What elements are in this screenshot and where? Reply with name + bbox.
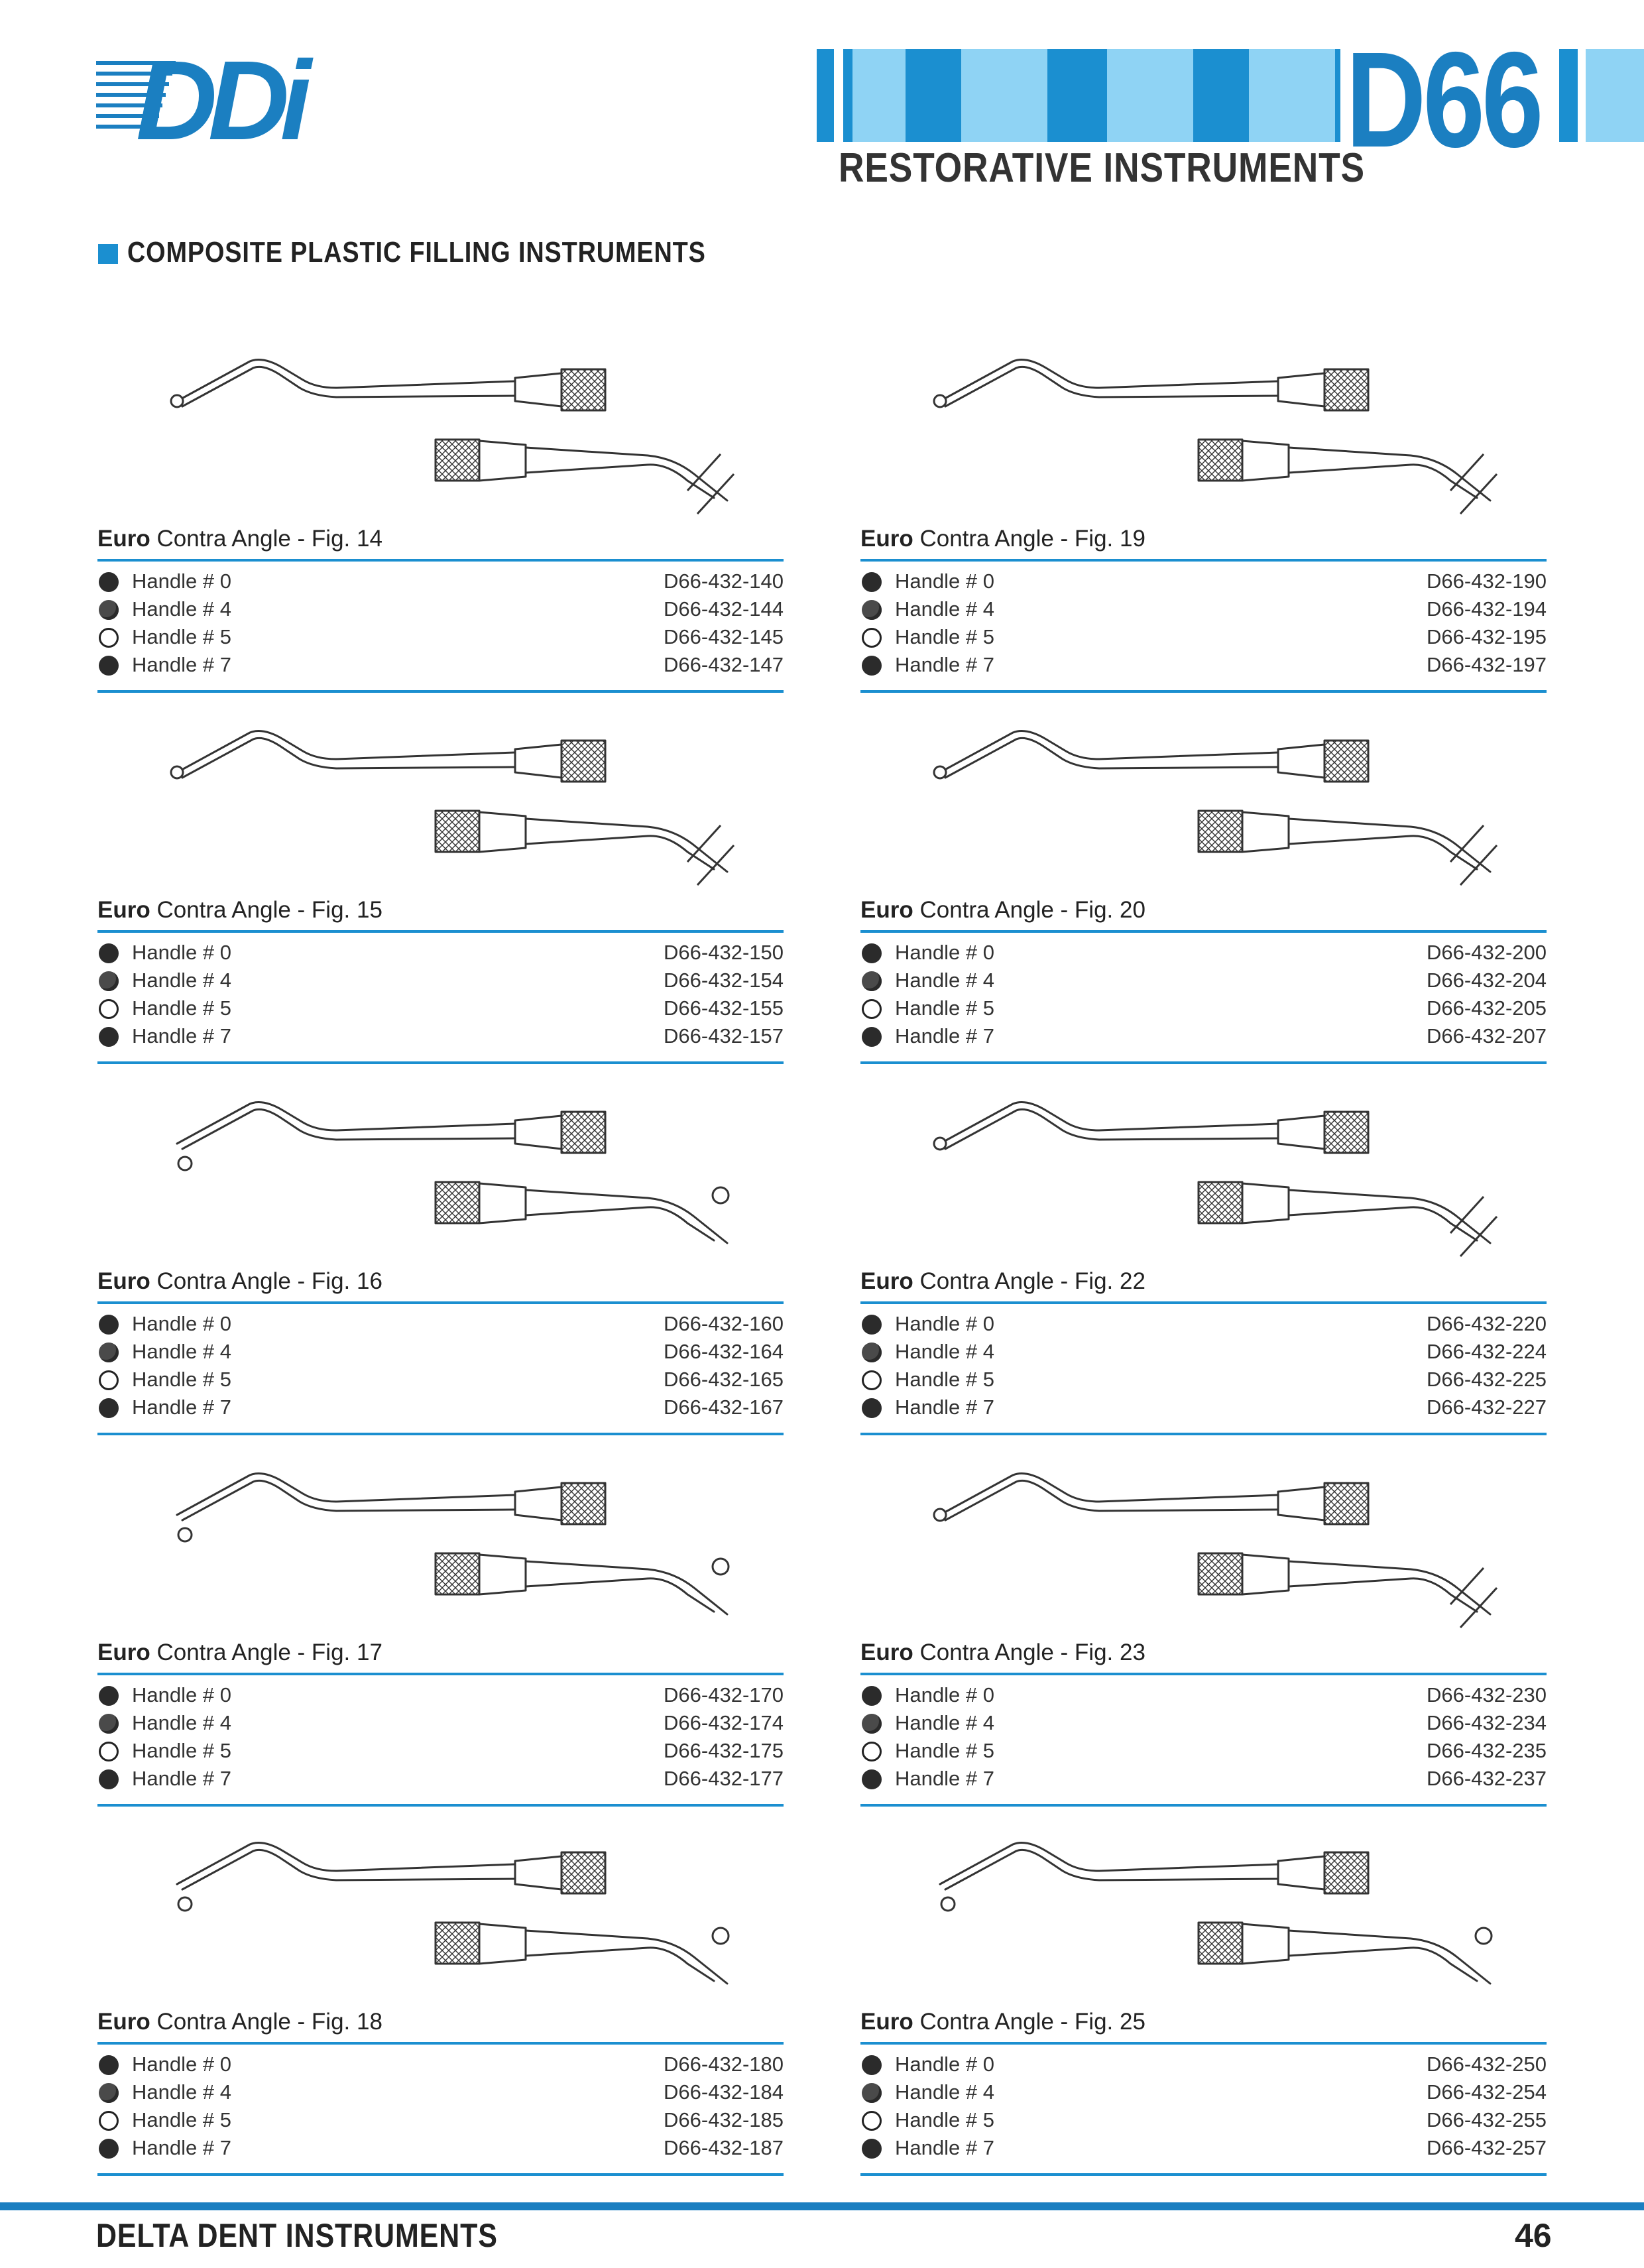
handle-color-dot [99,1742,119,1761]
table-rule-top [860,1673,1547,1675]
product-title-rest: Contra Angle - Fig. 23 [913,1640,1145,1665]
handle-color-dot [862,2083,882,2103]
table-rule-top [860,2042,1547,2045]
instrument-drawing [157,1455,754,1634]
product-block [860,1084,1547,1455]
handle-label: Handle # 7 [895,1767,994,1790]
instrument-drawing [920,1084,1517,1263]
item-code: D66-432-225 [1427,1368,1547,1391]
handle-label: Handle # 7 [132,653,231,676]
table-rule-bottom [97,2173,784,2176]
handle-label: Handle # 7 [895,1396,994,1419]
product-title-bold: Euro [860,2009,913,2035]
handle-label: Handle # 5 [895,1739,994,1762]
product-title-rest: Contra Angle - Fig. 16 [150,1268,382,1294]
table-row [860,2053,1547,2080]
product-title [860,2009,1145,2035]
product-title [97,1640,382,1666]
handle-label: Handle # 7 [895,653,994,676]
item-code: D66-432-200 [1427,941,1547,964]
item-code: D66-432-145 [664,625,784,648]
section-marker [98,244,118,264]
handle-color-dot [99,1714,119,1734]
handle-color-dot [862,999,882,1019]
product-block [97,713,784,1084]
table-row [860,2136,1547,2163]
item-code: D66-432-224 [1427,1340,1547,1363]
instrument-drawing [157,341,754,520]
item-code: D66-432-254 [1427,2080,1547,2104]
table-row [97,1711,784,1738]
item-code: D66-432-170 [664,1683,784,1706]
item-code: D66-432-257 [1427,2136,1547,2159]
table-rule-top [97,930,784,933]
table-row [860,2108,1547,2135]
handle-color-dot [99,628,119,648]
table-row [860,2080,1547,2108]
handle-label: Handle # 4 [132,1340,231,1363]
table-row [860,941,1547,968]
handle-label: Handle # 4 [895,1340,994,1363]
handle-color-dot [862,1398,882,1418]
handle-color-dot [862,2111,882,2131]
product-block [97,1084,784,1455]
table-rule-top [97,1301,784,1304]
item-code: D66-432-205 [1427,996,1547,1020]
item-code: D66-432-150 [664,941,784,964]
item-code: D66-432-207 [1427,1024,1547,1047]
product-title-rest: Contra Angle - Fig. 20 [913,897,1145,923]
table-row [97,1368,784,1395]
table-rule-top [860,559,1547,562]
product-title-rest: Contra Angle - Fig. 17 [150,1640,382,1665]
handle-label: Handle # 5 [132,625,231,648]
table-rule-bottom [97,690,784,693]
table-row [860,1396,1547,1423]
table-rule-top [97,1673,784,1675]
handle-color-dot [99,2055,119,2075]
product-title-rest: Contra Angle - Fig. 19 [913,526,1145,552]
handle-color-dot [862,1742,882,1761]
table-row [97,1767,784,1794]
item-code: D66-432-164 [664,1340,784,1363]
item-code: D66-432-237 [1427,1767,1547,1790]
item-code: D66-432-234 [1427,1711,1547,1734]
item-code: D66-432-255 [1427,2108,1547,2131]
ddi-logo [96,46,348,146]
handle-label: Handle # 5 [132,996,231,1020]
item-code: D66-432-147 [664,653,784,676]
item-code: D66-432-195 [1427,625,1547,648]
handle-color-dot [862,656,882,676]
handle-label: Handle # 7 [895,2136,994,2159]
handle-label: Handle # 5 [895,996,994,1020]
handle-label: Handle # 0 [895,569,994,593]
table-row [97,2080,784,2108]
product-title-bold: Euro [860,1640,913,1665]
handle-color-dot [862,1769,882,1789]
handle-label: Handle # 4 [895,597,994,621]
product-block [97,1455,784,1826]
handle-label: Handle # 0 [132,1312,231,1335]
product-title-bold: Euro [97,526,150,552]
handle-color-dot [99,1398,119,1418]
table-rule-top [97,559,784,562]
table-rule-bottom [860,1433,1547,1435]
product-title-bold: Euro [97,1268,150,1294]
instrument-drawing [157,713,754,892]
table-row [860,1711,1547,1738]
product-title [97,2009,382,2035]
handle-label: Handle # 0 [132,941,231,964]
product-title [860,526,1145,552]
product-title-bold: Euro [860,526,913,552]
table-row [860,969,1547,996]
product-title-bold: Euro [860,1268,913,1294]
handle-label: Handle # 5 [132,1739,231,1762]
handle-label: Handle # 7 [132,1396,231,1419]
item-code: D66-432-165 [664,1368,784,1391]
handle-color-dot [99,600,119,620]
handle-label: Handle # 4 [132,969,231,992]
handle-color-dot [862,971,882,991]
instrument-drawing [157,1084,754,1263]
table-rule-top [860,1301,1547,1304]
handle-color-dot [99,656,119,676]
instrument-drawing [920,1455,1517,1634]
handle-color-dot [99,943,119,963]
handle-label: Handle # 4 [895,2080,994,2104]
handle-color-dot [862,2055,882,2075]
handle-color-dot [862,1686,882,1706]
table-row [97,1024,784,1051]
handle-color-dot [862,1027,882,1047]
item-code: D66-432-194 [1427,597,1547,621]
table-row [97,1396,784,1423]
table-row [860,653,1547,680]
product-block [860,341,1547,713]
handle-color-dot [862,1343,882,1362]
item-code: D66-432-140 [664,569,784,593]
instrument-drawing [920,341,1517,520]
handle-label: Handle # 0 [132,1683,231,1706]
handle-color-dot [99,1370,119,1390]
product-title [860,1640,1145,1666]
product-title-rest: Contra Angle - Fig. 18 [150,2009,382,2035]
item-code: D66-432-204 [1427,969,1547,992]
table-row [860,1340,1547,1367]
table-row [97,1739,784,1766]
product-block [97,1824,784,2196]
handle-color-dot [862,1370,882,1390]
page-number: 46 [1515,2217,1552,2254]
table-row [860,1739,1547,1766]
handle-color-dot [99,2111,119,2131]
handle-color-dot [99,1027,119,1047]
item-code: D66-432-175 [664,1739,784,1762]
table-rule-bottom [97,1433,784,1435]
product-title [860,1268,1145,1295]
table-rule-bottom [860,690,1547,693]
handle-color-dot [862,943,882,963]
handle-color-dot [99,2139,119,2159]
table-row [97,941,784,968]
handle-label: Handle # 7 [895,1024,994,1047]
footer-bar [0,2202,1644,2210]
handle-color-dot [99,1343,119,1362]
product-block [860,1824,1547,2196]
product-title-rest: Contra Angle - Fig. 14 [150,526,382,552]
handle-label: Handle # 5 [132,1368,231,1391]
item-code: D66-432-167 [664,1396,784,1419]
handle-label: Handle # 7 [132,2136,231,2159]
handle-label: Handle # 4 [132,1711,231,1734]
table-row [860,1683,1547,1710]
product-title-bold: Euro [97,1640,150,1665]
table-row [97,1312,784,1339]
table-row [860,996,1547,1024]
handle-color-dot [99,971,119,991]
handle-label: Handle # 0 [895,941,994,964]
item-code: D66-432-227 [1427,1396,1547,1419]
instrument-drawing [920,713,1517,892]
table-row [97,2136,784,2163]
item-code: D66-432-154 [664,969,784,992]
table-row [97,1683,784,1710]
handle-color-dot [862,572,882,592]
item-code: D66-432-220 [1427,1312,1547,1335]
item-code: D66-432-185 [664,2108,784,2131]
handle-color-dot [862,1714,882,1734]
table-row [97,2108,784,2135]
product-title-rest: Contra Angle - Fig. 25 [913,2009,1145,2035]
item-code: D66-432-160 [664,1312,784,1335]
handle-color-dot [862,628,882,648]
section-title: COMPOSITE PLASTIC FILLING INSTRUMENTS [127,236,706,269]
handle-color-dot [99,1686,119,1706]
svg-text:DDi: DDi [136,46,302,146]
handle-label: Handle # 5 [895,625,994,648]
table-row [97,569,784,597]
product-title [97,1268,382,1295]
table-row [860,597,1547,625]
item-code: D66-432-180 [664,2053,784,2076]
handle-color-dot [862,2139,882,2159]
item-code: D66-432-235 [1427,1739,1547,1762]
product-title [860,897,1145,924]
handle-label: Handle # 0 [895,1312,994,1335]
item-code: D66-432-187 [664,2136,784,2159]
product-title-rest: Contra Angle - Fig. 22 [913,1268,1145,1294]
handle-label: Handle # 0 [895,1683,994,1706]
table-row [97,1340,784,1367]
handle-color-dot [99,1769,119,1789]
instrument-drawing [920,1824,1517,2003]
product-title-bold: Euro [97,2009,150,2035]
item-code: D66-432-190 [1427,569,1547,593]
table-row [860,569,1547,597]
table-row [860,1312,1547,1339]
item-code: D66-432-250 [1427,2053,1547,2076]
product-block [97,341,784,713]
table-row [860,1024,1547,1051]
item-code: D66-432-157 [664,1024,784,1047]
table-rule-top [97,2042,784,2045]
footer-company: DELTA DENT INSTRUMENTS [96,2217,498,2254]
instrument-drawing [157,1824,754,2003]
item-code: D66-432-230 [1427,1683,1547,1706]
table-rule-bottom [860,2173,1547,2176]
item-code: D66-432-155 [664,996,784,1020]
product-title [97,526,382,552]
handle-label: Handle # 5 [132,2108,231,2131]
table-row [860,625,1547,652]
table-row [97,2053,784,2080]
handle-label: Handle # 4 [132,597,231,621]
handle-label: Handle # 4 [132,2080,231,2104]
product-title-rest: Contra Angle - Fig. 15 [150,897,382,923]
table-row [860,1767,1547,1794]
handle-color-dot [99,1315,119,1335]
table-rule-bottom [97,1061,784,1064]
handle-label: Handle # 5 [895,1368,994,1391]
handle-label: Handle # 7 [132,1024,231,1047]
handle-label: Handle # 5 [895,2108,994,2131]
handle-label: Handle # 0 [132,2053,231,2076]
item-code: D66-432-184 [664,2080,784,2104]
table-row [97,653,784,680]
table-row [97,597,784,625]
handle-color-dot [99,2083,119,2103]
product-title-bold: Euro [97,897,150,923]
handle-color-dot [862,600,882,620]
table-rule-top [860,930,1547,933]
table-row [860,1368,1547,1395]
handle-color-dot [862,1315,882,1335]
table-row [97,996,784,1024]
table-rule-bottom [860,1804,1547,1807]
item-code: D66-432-144 [664,597,784,621]
item-code: D66-432-197 [1427,653,1547,676]
product-title [97,897,382,924]
table-row [97,625,784,652]
product-title-bold: Euro [860,897,913,923]
category-title: RESTORATIVE INSTRUMENTS [839,145,1365,191]
table-rule-bottom [860,1061,1547,1064]
series-code: D66 [1346,24,1541,176]
item-code: D66-432-174 [664,1711,784,1734]
handle-color-dot [99,572,119,592]
handle-label: Handle # 0 [895,2053,994,2076]
handle-label: Handle # 7 [132,1767,231,1790]
item-code: D66-432-177 [664,1767,784,1790]
product-block [860,1455,1547,1826]
product-block [860,713,1547,1084]
handle-label: Handle # 4 [895,969,994,992]
table-row [97,969,784,996]
handle-label: Handle # 4 [895,1711,994,1734]
table-rule-bottom [97,1804,784,1807]
handle-label: Handle # 0 [132,569,231,593]
handle-color-dot [99,999,119,1019]
